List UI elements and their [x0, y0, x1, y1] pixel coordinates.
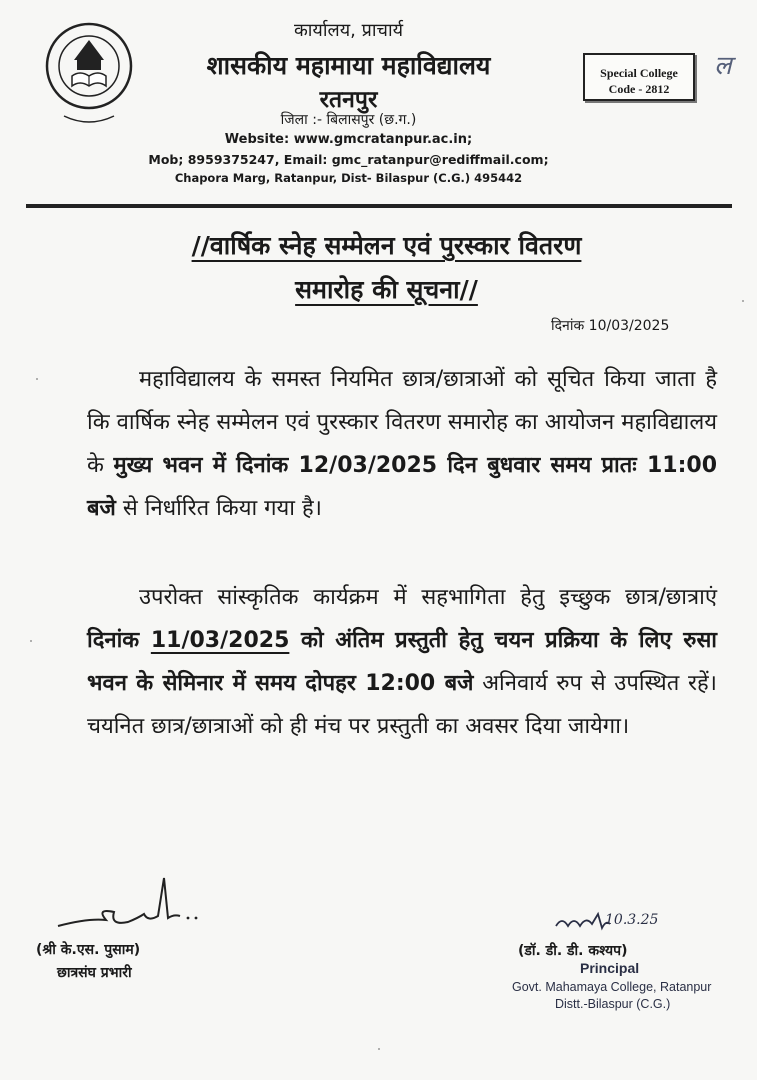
paragraph-1-text-a: महाविद्यालय के समस्त नियमित छात्र/छात्राओं को सूचित किया जाता है कि वार्षिक स्नेह सम्मेलन एवं पुरस्कार वितरण समारोह का आयोजन महाविद्यालय के	[87, 367, 717, 478]
college-contact: Mob; 8959375247, Email: gmc_ratanpur@rediffmail.com;	[148, 152, 549, 167]
notice-title-line2: समारोह की सूचना//	[295, 275, 478, 304]
college-address: Chapora Marg, Ratanpur, Dist- Bilaspur (C.G.) 495442	[174, 171, 523, 185]
paragraph-2-bold-date: 11/03/2025	[150, 628, 290, 653]
college-code-box	[583, 53, 695, 101]
paper-speck	[30, 640, 32, 642]
left-signatory-name: (श्री के.एस. पुसाम)	[36, 942, 141, 958]
college-website: Website: www.gmcratanpur.ac.in;	[224, 132, 473, 147]
paragraph-2-bold-b: को अंतिम प्रस्तुती हेतु चयन प्रक्रिया के लिए रुसा भवन के सेमिनार में समय दोपहर 12:00 बजे	[87, 628, 718, 696]
notice-date: दिनांक 10/03/2025	[551, 318, 670, 334]
right-signature-date: 10.3.25	[605, 912, 659, 928]
paragraph-1	[87, 358, 717, 530]
left-signatory-role: छात्रसंघ प्रभारी	[57, 965, 132, 981]
paragraph-1-bold: मुख्य भवन में दिनांक 12/03/2025 दिन बुधवार समय प्रातः 11:00 बजे	[87, 453, 717, 521]
paper-speck	[36, 378, 38, 380]
paragraph-2-text-a: उपरोक्त सांस्कृतिक कार्यक्रम में सहभागिता हेतु इच्छुक छात्र/छात्राएं	[139, 585, 717, 610]
left-signature-scribble	[48, 868, 208, 938]
paragraph-2-text-b: अनिवार्य रुप से उपस्थित रहें। चयनित छात्र/छात्राओं को ही मंच पर प्रस्तुती का अवसर दिया जायेगा।	[87, 671, 717, 739]
principal-seal-line2: Distt.-Bilaspur (C.G.)	[555, 997, 671, 1011]
right-signature-scribble	[552, 908, 612, 938]
paragraph-2-bold-a: दिनांक	[87, 628, 151, 653]
code-box-line1: Special College	[600, 66, 678, 80]
principal-seal-line1: Govt. Mahamaya College, Ratanpur	[512, 980, 712, 994]
office-title: कार्यालय, प्राचार्य	[293, 20, 404, 41]
margin-mark: ल	[714, 51, 732, 81]
notice-title-line1: //वार्षिक स्नेह सम्मेलन एवं पुरस्कार वितरण	[191, 231, 582, 260]
principal-seal-title: Principal	[580, 960, 640, 976]
paragraph-1-text-b: से निर्धारित किया गया है।	[115, 496, 323, 521]
college-town: रतनपुर	[319, 87, 378, 113]
code-box-line2: Code - 2812	[608, 82, 670, 96]
college-district: जिला :- बिलासपुर (छ.ग.)	[280, 112, 417, 128]
paper-speck	[378, 1048, 380, 1050]
paper-speck	[742, 300, 744, 302]
header-divider	[26, 204, 732, 208]
paragraph-2	[87, 576, 717, 748]
right-signatory-name: (डॉ. डी. डी. कश्यप)	[518, 943, 628, 959]
college-name: शासकीय महामाया महाविद्यालय	[206, 51, 491, 80]
